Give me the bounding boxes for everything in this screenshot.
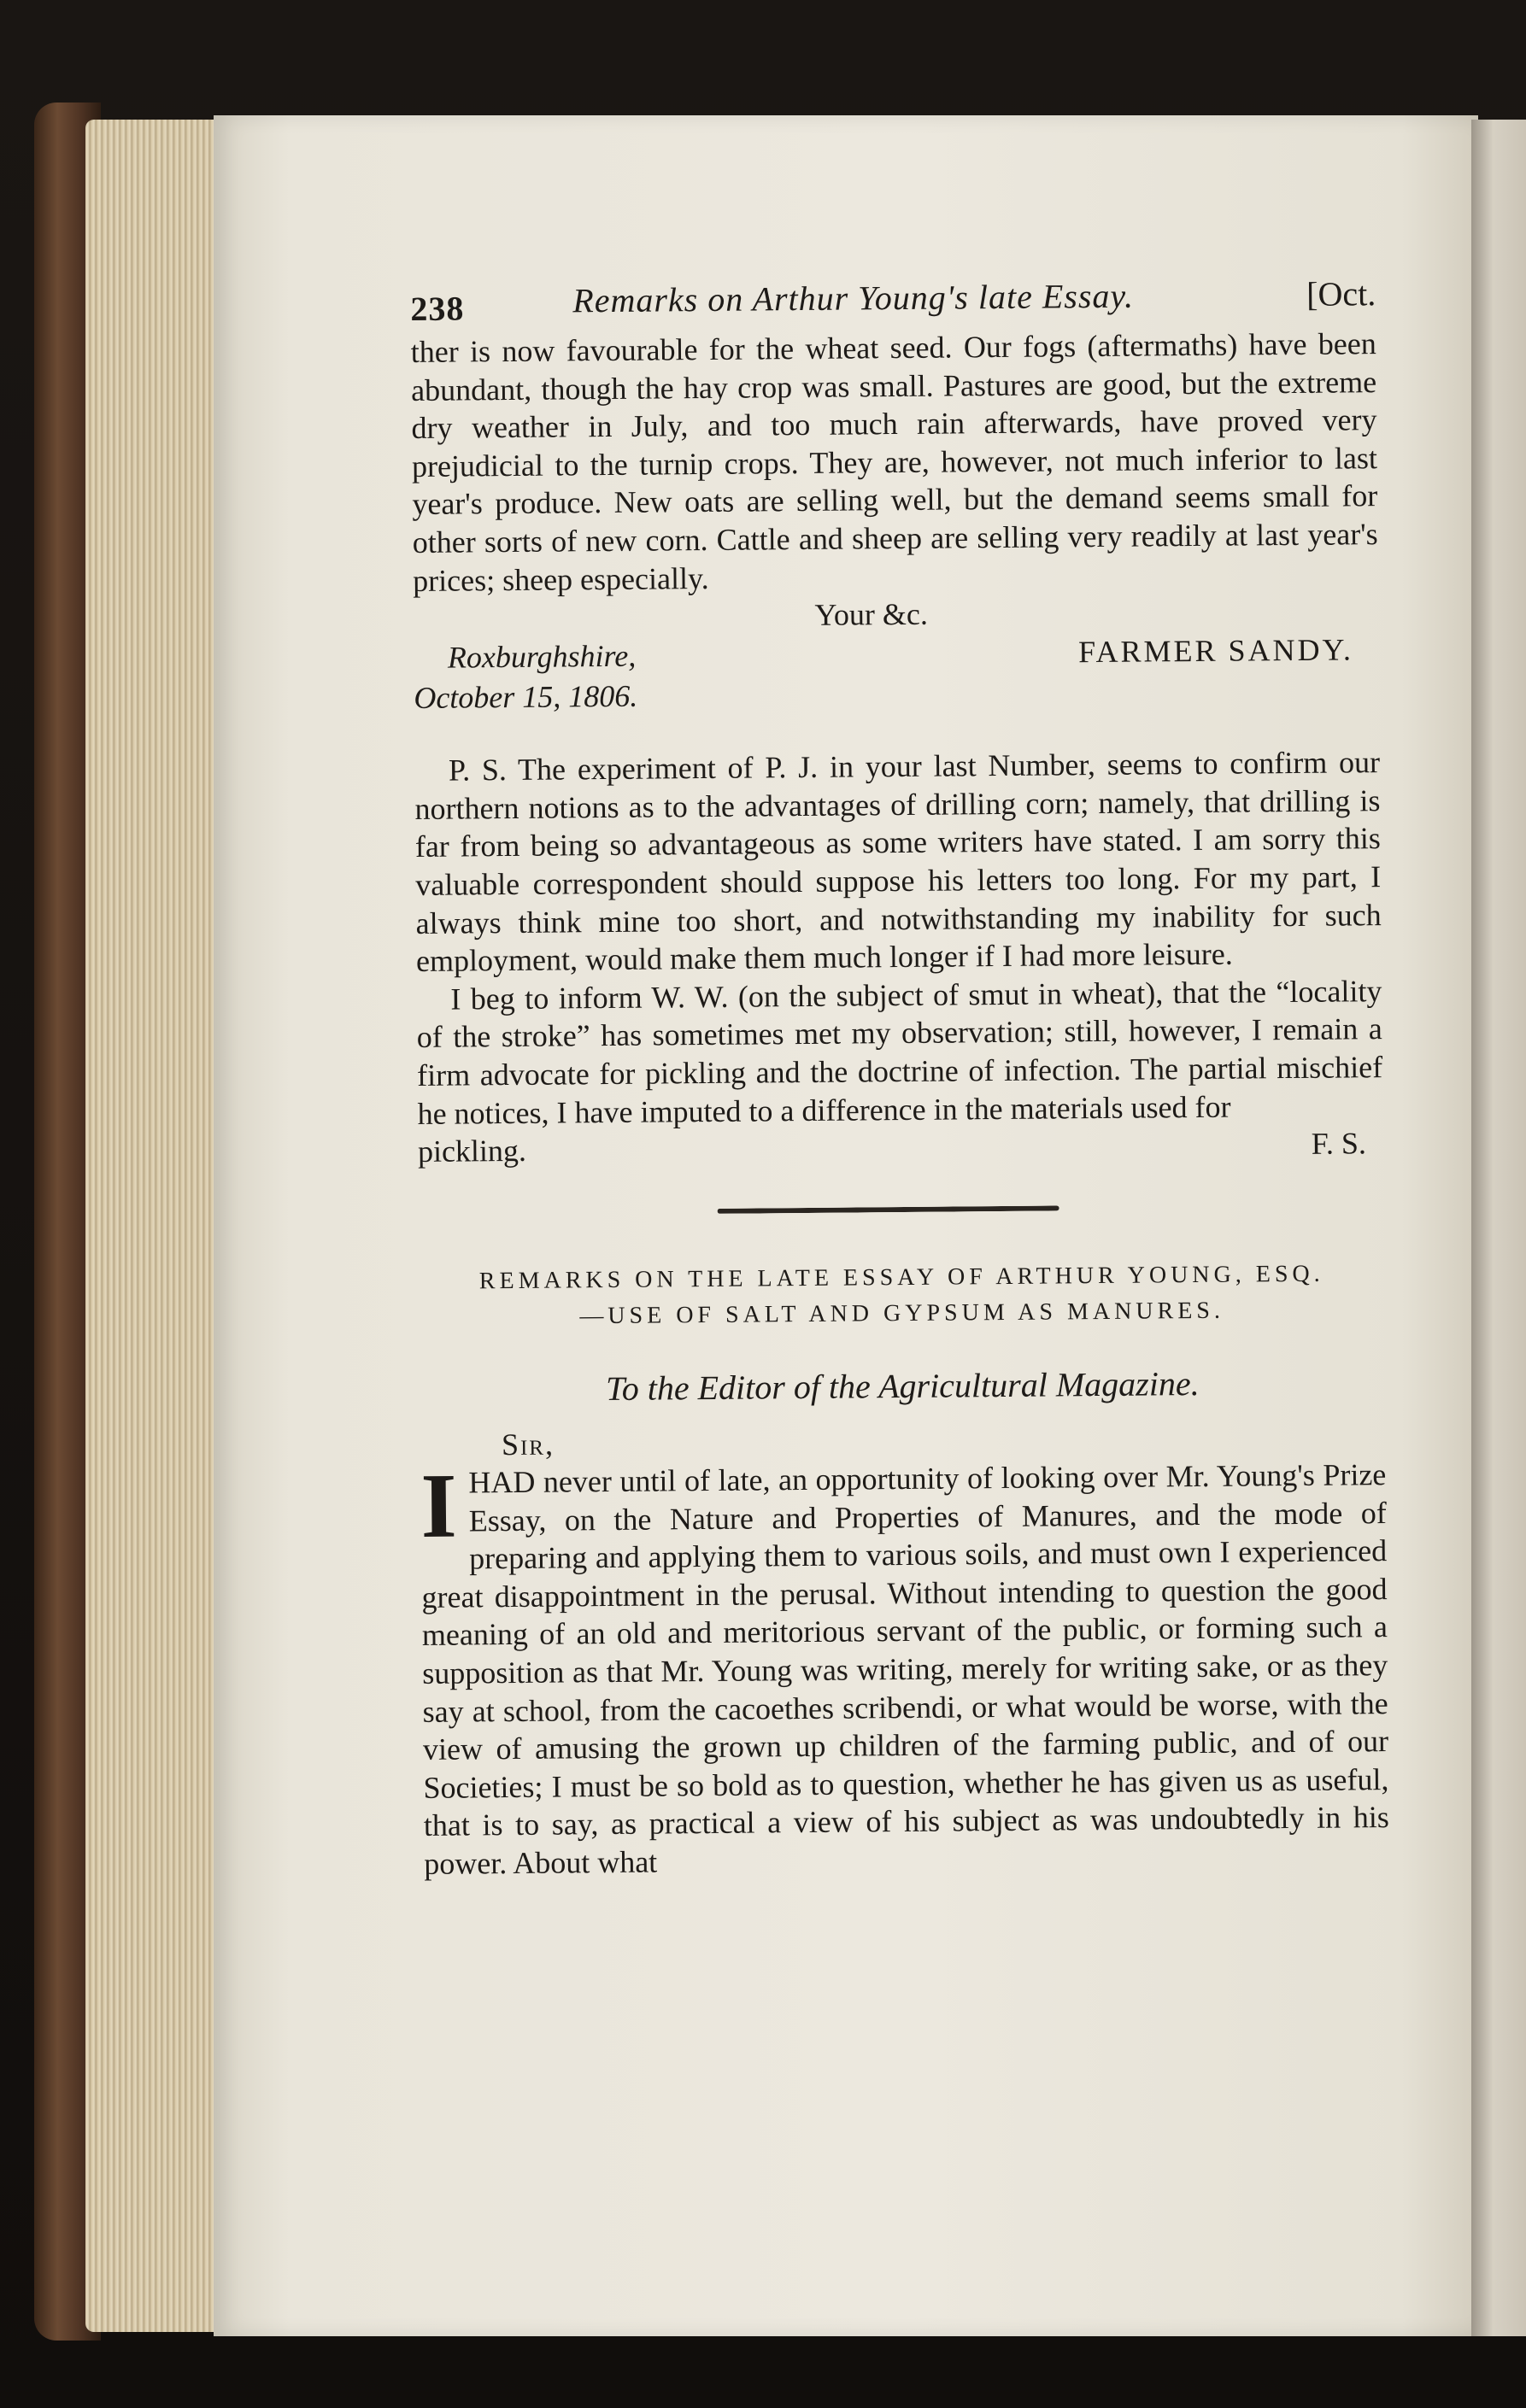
running-head <box>410 265 1376 333</box>
page-text <box>410 265 1393 2195</box>
letter-body: ther is now favourable for the wheat seed. Our fogs (aftermaths) have been abundant, though the hay crop was small. Pastures are good, but the extreme dry weather in July, and too much rain afterwards, have proved very prejudicial to the turnip crops. They are, however, not much inferior to last year's produce. New oats are selling well, but the demand seems small for other sorts of new corn. Cattle and sheep are selling very readily at last year's prices; sheep especially. <box>410 326 1378 598</box>
letter-signature: FARMER SANDY. <box>1077 632 1354 670</box>
postscript-paragraph-2: I beg to inform W. W. (on the subject of smut in wheat), that the “locality of the stroke” has sometimes met my observation; still, however, I remain a firm advocate for pickling and the doctrine of infection. The partial mischief he notices, I have imputed to a difference in the materials used for <box>416 973 1383 1131</box>
salutation: Sir, <box>501 1427 555 1462</box>
article-body-text: HAD never until of late, an opportunity of looking over Mr. Young's Prize Essay, on the Nature and Properties of Manures, and the mode of preparing and applying them to various soils, and must own I experienced great disappointment in the perusal. Without intending to question the good meaning of an old and meritorious servant of the public, or forming such a supposition as that Mr. Young was writing, merely for writing sake, or as they say at school, from the cacoethes scribendi, or what would be worse, with the view of amusing the grown up children of the farming public, and of our Societies; I must be so bold as to question, whether he has given us as useful, that is to say, as practical a view of his subject as was undoubtedly in his power. About what <box>421 1457 1389 1881</box>
facing-page-edge <box>1471 120 1526 2336</box>
postscript-paragraph-1: P. S. The experiment of P. J. in your last Number, seems to confirm our northern notions as to the advantages of drilling corn; namely, that drilling is far from being so advantageous as some writers have stated. I am sorry this valuable correspondent should suppose his letters too long. For my part, I always think mine too short, and notwithstanding my inability for such employment, would make them much longer if I had more leisure. <box>414 745 1382 979</box>
letter-date: October 15, 1806. <box>414 678 638 716</box>
letter-place: Roxburghshire, <box>447 638 637 675</box>
running-title: Remarks on Arthur Young's late Essay. <box>572 276 1135 320</box>
to-editor-heading: To the Editor of the Agricultural Magazine. <box>605 1364 1200 1409</box>
letter-closing: Your &c. <box>814 596 929 633</box>
article-title-line-1: REMARKS ON THE LATE ESSAY OF ARTHUR YOUNG, ESQ. <box>478 1260 1324 1295</box>
postscript-last-word: pickling. <box>417 1133 527 1169</box>
running-month: [Oct. <box>1306 274 1376 313</box>
place-signature-row <box>414 629 1379 678</box>
page-edges <box>85 120 231 2332</box>
article-title-line-2: —USE OF SALT AND GYPSUM AS MANURES. <box>579 1297 1225 1330</box>
divider-rule <box>718 1206 1059 1214</box>
postscript-signature: F. S. <box>1311 1126 1367 1161</box>
article-body <box>420 1456 1389 1883</box>
section-divider <box>418 1162 1384 1264</box>
page-number: 238 <box>410 289 465 328</box>
drop-cap: I <box>420 1455 458 1558</box>
